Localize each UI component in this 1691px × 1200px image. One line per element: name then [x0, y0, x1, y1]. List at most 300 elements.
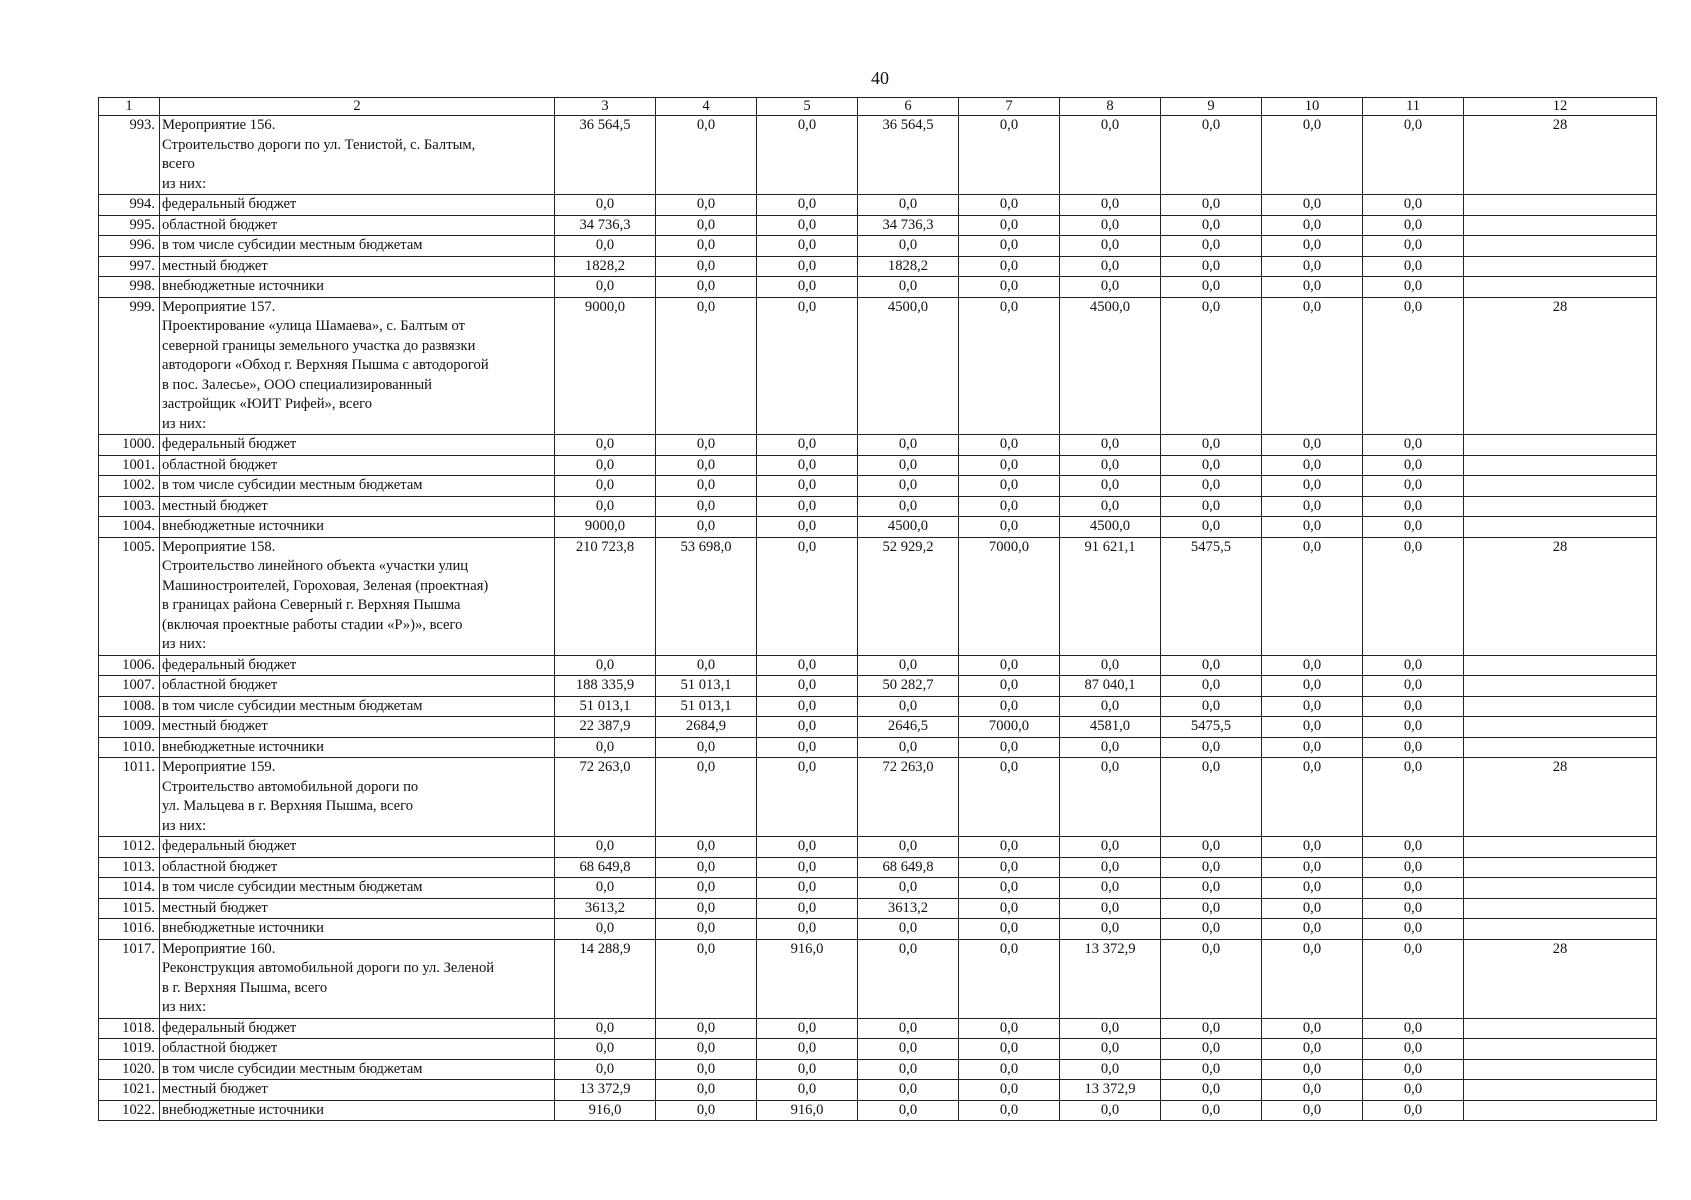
- row-value: 0,0: [1161, 737, 1262, 758]
- row-value: 0,0: [757, 435, 858, 456]
- row-value: 0,0: [1262, 1059, 1363, 1080]
- row-value: 0,0: [757, 837, 858, 858]
- row-value: 0,0: [1060, 655, 1161, 676]
- row-value: 0,0: [757, 717, 858, 738]
- row-value: 0,0: [1161, 297, 1262, 435]
- table-row: [99, 737, 1657, 758]
- row-value: 0,0: [757, 236, 858, 257]
- table-row: [99, 878, 1657, 899]
- row-value: 0,0: [1161, 939, 1262, 1018]
- row-value: 0,0: [757, 696, 858, 717]
- column-number: 6: [858, 98, 959, 116]
- description-line: из них:: [162, 999, 207, 1015]
- description-line: в том числе субсидии местным бюджетам: [162, 879, 423, 895]
- row-value: 0,0: [959, 517, 1060, 538]
- row-value: 0,0: [757, 1039, 858, 1060]
- row-value: 0,0: [1161, 1059, 1262, 1080]
- row-code: 28: [1464, 297, 1657, 435]
- row-value: 0,0: [858, 919, 959, 940]
- row-value: 0,0: [1161, 517, 1262, 538]
- row-value: 0,0: [656, 758, 757, 837]
- row-value: 0,0: [1161, 1039, 1262, 1060]
- row-code: 28: [1464, 939, 1657, 1018]
- row-description: [160, 1039, 555, 1060]
- row-value: 51 013,1: [656, 676, 757, 697]
- row-value: 0,0: [1363, 696, 1464, 717]
- row-value: 0,0: [959, 1100, 1060, 1121]
- row-value: 9000,0: [555, 297, 656, 435]
- row-value: 0,0: [858, 878, 959, 899]
- row-value: 0,0: [1161, 195, 1262, 216]
- row-code: [1464, 717, 1657, 738]
- row-value: 68 649,8: [858, 857, 959, 878]
- row-number: 1020.: [99, 1059, 160, 1080]
- row-description: [160, 717, 555, 738]
- row-code: [1464, 1080, 1657, 1101]
- row-value: 0,0: [1363, 1059, 1464, 1080]
- row-value: 0,0: [757, 215, 858, 236]
- column-number: 7: [959, 98, 1060, 116]
- description-line: федеральный бюджет: [162, 1019, 297, 1036]
- row-value: 0,0: [858, 1018, 959, 1039]
- row-value: 0,0: [757, 655, 858, 676]
- description-line: в том числе субсидии местным бюджетам: [162, 1060, 423, 1077]
- row-number: 1016.: [99, 919, 160, 940]
- description-line: областной бюджет: [162, 858, 278, 875]
- row-value: 0,0: [555, 878, 656, 899]
- row-value: 0,0: [959, 256, 1060, 277]
- row-number: 997.: [99, 256, 160, 277]
- description-line: Строительство дороги по ул. Тенистой, с. Балтым,: [162, 136, 476, 153]
- row-value: 0,0: [1161, 435, 1262, 456]
- row-number: 1008.: [99, 696, 160, 717]
- row-value: 0,0: [1363, 837, 1464, 858]
- row-number: 1014.: [99, 878, 160, 899]
- row-value: 0,0: [959, 939, 1060, 1018]
- row-value: 68 649,8: [555, 857, 656, 878]
- row-value: 7000,0: [959, 537, 1060, 655]
- table-body: [99, 116, 1657, 1121]
- description-line: внебюджетные источники: [162, 738, 324, 755]
- description-line: Строительство автомобильной дороги по: [162, 778, 419, 795]
- row-value: 0,0: [1262, 455, 1363, 476]
- row-value: 0,0: [1060, 435, 1161, 456]
- row-value: 0,0: [656, 737, 757, 758]
- column-number: 2: [160, 98, 555, 116]
- row-code: [1464, 737, 1657, 758]
- table-row: [99, 696, 1657, 717]
- row-value: 0,0: [1060, 1059, 1161, 1080]
- row-value: 0,0: [1363, 898, 1464, 919]
- row-code: [1464, 215, 1657, 236]
- description-line: из них:: [162, 817, 207, 834]
- row-value: 0,0: [555, 655, 656, 676]
- description-line: внебюджетные источники: [162, 278, 324, 294]
- row-value: 5475,5: [1161, 717, 1262, 738]
- table-row: [99, 195, 1657, 216]
- table-row: [99, 1059, 1657, 1080]
- row-description: [160, 116, 555, 195]
- row-code: [1464, 898, 1657, 919]
- row-number: 1015.: [99, 898, 160, 919]
- description-line: местный бюджет: [162, 718, 268, 734]
- row-value: 0,0: [959, 215, 1060, 236]
- row-value: 0,0: [1060, 919, 1161, 940]
- row-value: 0,0: [757, 857, 858, 878]
- row-value: 0,0: [1060, 476, 1161, 497]
- row-value: 52 929,2: [858, 537, 959, 655]
- row-description: [160, 476, 555, 497]
- row-value: 0,0: [1363, 737, 1464, 758]
- row-value: 0,0: [656, 878, 757, 899]
- description-line: областной бюджет: [162, 677, 278, 693]
- row-value: 0,0: [858, 837, 959, 858]
- row-number: 998.: [99, 277, 160, 298]
- table-row: [99, 1018, 1657, 1039]
- row-code: [1464, 878, 1657, 899]
- budget-table: [98, 97, 1657, 1121]
- row-description: [160, 655, 555, 676]
- row-value: 0,0: [1060, 898, 1161, 919]
- row-value: 0,0: [757, 455, 858, 476]
- row-value: 0,0: [1262, 236, 1363, 257]
- row-value: 0,0: [555, 737, 656, 758]
- description-line: из них:: [162, 636, 207, 652]
- row-value: 0,0: [858, 1059, 959, 1080]
- row-value: 0,0: [1262, 837, 1363, 858]
- row-value: 0,0: [1262, 676, 1363, 697]
- row-value: 0,0: [757, 476, 858, 497]
- description-line: федеральный бюджет: [162, 656, 297, 673]
- description-line: Мероприятие 157.: [162, 298, 276, 315]
- row-value: 0,0: [656, 1059, 757, 1080]
- row-value: 0,0: [555, 1039, 656, 1060]
- row-value: 0,0: [1262, 476, 1363, 497]
- row-value: 0,0: [858, 496, 959, 517]
- row-value: 916,0: [555, 1100, 656, 1121]
- row-code: [1464, 696, 1657, 717]
- row-value: 0,0: [1161, 256, 1262, 277]
- description-line: областной бюджет: [162, 1040, 278, 1056]
- row-value: 0,0: [656, 297, 757, 435]
- row-number: 995.: [99, 215, 160, 236]
- row-value: 3613,2: [555, 898, 656, 919]
- column-number: 12: [1464, 98, 1657, 116]
- table-row: [99, 1080, 1657, 1101]
- row-value: 0,0: [1262, 195, 1363, 216]
- row-value: 51 013,1: [656, 696, 757, 717]
- description-line: Строительство линейного объекта «участки улиц: [162, 558, 469, 574]
- description-line: местный бюджет: [162, 899, 268, 916]
- row-code: 28: [1464, 116, 1657, 195]
- row-value: 0,0: [1060, 1039, 1161, 1060]
- row-description: [160, 919, 555, 940]
- row-value: 0,0: [1363, 435, 1464, 456]
- row-value: 0,0: [1262, 696, 1363, 717]
- table-header: [99, 98, 1657, 116]
- row-value: 0,0: [959, 758, 1060, 837]
- row-value: 210 723,8: [555, 537, 656, 655]
- row-value: 0,0: [959, 696, 1060, 717]
- row-value: 0,0: [1262, 215, 1363, 236]
- table-row: [99, 758, 1657, 837]
- row-value: 0,0: [555, 1018, 656, 1039]
- table-row: [99, 297, 1657, 435]
- table-row: [99, 236, 1657, 257]
- description-line: в том числе субсидии местным бюджетам: [162, 237, 423, 253]
- row-value: 0,0: [1363, 455, 1464, 476]
- row-value: 0,0: [1161, 919, 1262, 940]
- row-value: 0,0: [1262, 717, 1363, 738]
- row-code: [1464, 455, 1657, 476]
- row-code: [1464, 857, 1657, 878]
- row-value: 0,0: [656, 277, 757, 298]
- table-row: [99, 116, 1657, 195]
- row-description: [160, 435, 555, 456]
- description-line: местный бюджет: [162, 497, 268, 514]
- row-value: 13 372,9: [1060, 1080, 1161, 1101]
- row-value: 0,0: [858, 236, 959, 257]
- row-value: 4500,0: [858, 297, 959, 435]
- row-description: [160, 1080, 555, 1101]
- description-line: внебюджетные источники: [162, 1101, 324, 1118]
- row-value: 0,0: [757, 116, 858, 195]
- row-value: 0,0: [1363, 1080, 1464, 1101]
- description-line: всего: [162, 156, 195, 172]
- row-value: 0,0: [757, 1059, 858, 1080]
- row-value: 1828,2: [555, 256, 656, 277]
- description-line: местный бюджет: [162, 1081, 268, 1097]
- row-value: 0,0: [858, 737, 959, 758]
- row-value: 0,0: [1363, 116, 1464, 195]
- row-number: 994.: [99, 195, 160, 216]
- row-code: [1464, 1018, 1657, 1039]
- row-code: [1464, 496, 1657, 517]
- row-value: 0,0: [1363, 1100, 1464, 1121]
- row-value: 0,0: [959, 455, 1060, 476]
- row-description: [160, 256, 555, 277]
- row-value: 0,0: [656, 655, 757, 676]
- description-line: областной бюджет: [162, 456, 278, 473]
- row-value: 0,0: [656, 1018, 757, 1039]
- row-value: 0,0: [1262, 256, 1363, 277]
- row-value: 0,0: [959, 1039, 1060, 1060]
- description-line: в г. Верхняя Пышма, всего: [162, 979, 328, 996]
- table-row: [99, 256, 1657, 277]
- row-value: 0,0: [959, 1018, 1060, 1039]
- row-value: 0,0: [1060, 837, 1161, 858]
- row-description: [160, 878, 555, 899]
- row-number: 1011.: [99, 758, 160, 837]
- row-value: 0,0: [1161, 277, 1262, 298]
- description-line: Мероприятие 159.: [162, 759, 276, 775]
- row-value: 0,0: [1262, 1039, 1363, 1060]
- row-value: 0,0: [858, 277, 959, 298]
- row-value: 9000,0: [555, 517, 656, 538]
- row-value: 0,0: [656, 939, 757, 1018]
- row-value: 1828,2: [858, 256, 959, 277]
- row-description: [160, 496, 555, 517]
- row-value: 0,0: [555, 435, 656, 456]
- row-value: 0,0: [1060, 737, 1161, 758]
- row-value: 0,0: [1363, 758, 1464, 837]
- row-value: 0,0: [656, 496, 757, 517]
- row-description: [160, 236, 555, 257]
- description-line: (включая проектные работы стадии «Р»)», всего: [162, 616, 463, 633]
- row-value: 0,0: [757, 676, 858, 697]
- row-value: 0,0: [1060, 215, 1161, 236]
- row-value: 13 372,9: [555, 1080, 656, 1101]
- row-value: 34 736,3: [555, 215, 656, 236]
- row-description: [160, 537, 555, 655]
- description-line: Мероприятие 156.: [162, 117, 276, 133]
- row-value: 0,0: [858, 195, 959, 216]
- row-value: 0,0: [656, 857, 757, 878]
- description-line: из них:: [162, 415, 207, 432]
- row-value: 0,0: [1161, 455, 1262, 476]
- row-value: 2684,9: [656, 717, 757, 738]
- row-code: [1464, 837, 1657, 858]
- row-value: 0,0: [1363, 1039, 1464, 1060]
- row-value: 0,0: [656, 1100, 757, 1121]
- row-value: 4581,0: [1060, 717, 1161, 738]
- row-value: 0,0: [1161, 1080, 1262, 1101]
- row-value: 0,0: [656, 256, 757, 277]
- row-code: [1464, 1039, 1657, 1060]
- column-number: 4: [656, 98, 757, 116]
- row-value: 0,0: [1060, 195, 1161, 216]
- page-number: 40: [871, 68, 889, 88]
- row-value: 0,0: [959, 236, 1060, 257]
- row-value: 0,0: [757, 1080, 858, 1101]
- row-value: 0,0: [959, 297, 1060, 435]
- row-value: 0,0: [1363, 857, 1464, 878]
- row-value: 0,0: [959, 277, 1060, 298]
- row-description: [160, 1018, 555, 1039]
- row-value: 0,0: [757, 919, 858, 940]
- row-value: 0,0: [1060, 857, 1161, 878]
- row-value: 0,0: [1262, 1100, 1363, 1121]
- row-value: 0,0: [1262, 517, 1363, 538]
- row-value: 0,0: [656, 919, 757, 940]
- row-value: 0,0: [757, 256, 858, 277]
- row-value: 0,0: [656, 236, 757, 257]
- column-number: 5: [757, 98, 858, 116]
- row-description: [160, 737, 555, 758]
- description-line: Мероприятие 160.: [162, 940, 276, 957]
- row-value: 0,0: [858, 939, 959, 1018]
- row-value: 13 372,9: [1060, 939, 1161, 1018]
- row-number: 1017.: [99, 939, 160, 1018]
- row-value: 0,0: [959, 878, 1060, 899]
- row-value: 0,0: [656, 1039, 757, 1060]
- row-value: 0,0: [656, 1080, 757, 1101]
- row-description: [160, 277, 555, 298]
- description-line: из них:: [162, 175, 207, 192]
- description-line: в границах района Северный г. Верхняя Пышма: [162, 597, 461, 613]
- row-value: 0,0: [1060, 696, 1161, 717]
- column-number: 3: [555, 98, 656, 116]
- row-code: [1464, 435, 1657, 456]
- row-value: 0,0: [1262, 655, 1363, 676]
- row-value: 0,0: [1262, 297, 1363, 435]
- row-value: 0,0: [1161, 878, 1262, 899]
- table-row: [99, 837, 1657, 858]
- row-value: 0,0: [1262, 737, 1363, 758]
- row-value: 0,0: [1060, 455, 1161, 476]
- row-value: 7000,0: [959, 717, 1060, 738]
- row-value: 0,0: [1161, 857, 1262, 878]
- column-number: 8: [1060, 98, 1161, 116]
- row-number: 1022.: [99, 1100, 160, 1121]
- row-code: [1464, 195, 1657, 216]
- row-value: 0,0: [1262, 277, 1363, 298]
- row-value: 0,0: [555, 837, 656, 858]
- row-value: 0,0: [1161, 476, 1262, 497]
- row-value: 0,0: [1161, 1018, 1262, 1039]
- row-value: 0,0: [757, 297, 858, 435]
- row-description: [160, 215, 555, 236]
- row-value: 0,0: [959, 476, 1060, 497]
- description-line: Мероприятие 158.: [162, 538, 276, 555]
- row-number: 1009.: [99, 717, 160, 738]
- row-value: 0,0: [858, 1039, 959, 1060]
- row-value: 0,0: [1363, 195, 1464, 216]
- table-row: [99, 277, 1657, 298]
- table-row: [99, 717, 1657, 738]
- row-value: 0,0: [1060, 277, 1161, 298]
- row-value: 14 288,9: [555, 939, 656, 1018]
- row-value: 0,0: [555, 919, 656, 940]
- row-value: 188 335,9: [555, 676, 656, 697]
- row-value: 72 263,0: [858, 758, 959, 837]
- row-value: 0,0: [1060, 236, 1161, 257]
- row-value: 0,0: [1060, 116, 1161, 195]
- row-number: 1003.: [99, 496, 160, 517]
- row-value: 0,0: [656, 195, 757, 216]
- row-value: 0,0: [959, 496, 1060, 517]
- row-value: 0,0: [1060, 1100, 1161, 1121]
- row-code: [1464, 1100, 1657, 1121]
- row-code: [1464, 476, 1657, 497]
- row-number: 1001.: [99, 455, 160, 476]
- row-description: [160, 898, 555, 919]
- row-value: 87 040,1: [1060, 676, 1161, 697]
- row-value: 0,0: [1363, 1018, 1464, 1039]
- column-number: 11: [1363, 98, 1464, 116]
- row-value: 0,0: [858, 696, 959, 717]
- table-row: [99, 496, 1657, 517]
- row-value: 0,0: [858, 435, 959, 456]
- row-value: 0,0: [1161, 898, 1262, 919]
- column-number-row: [99, 98, 1657, 116]
- row-value: 72 263,0: [555, 758, 656, 837]
- column-number: 1: [99, 98, 160, 116]
- row-value: 0,0: [656, 476, 757, 497]
- description-line: внебюджетные источники: [162, 518, 324, 534]
- row-number: 996.: [99, 236, 160, 257]
- row-number: 1005.: [99, 537, 160, 655]
- row-value: 0,0: [757, 537, 858, 655]
- row-value: 0,0: [757, 496, 858, 517]
- row-value: 0,0: [858, 655, 959, 676]
- row-value: 0,0: [757, 1018, 858, 1039]
- row-value: 0,0: [959, 837, 1060, 858]
- row-code: [1464, 517, 1657, 538]
- row-code: [1464, 676, 1657, 697]
- row-value: 4500,0: [858, 517, 959, 538]
- table-row: [99, 476, 1657, 497]
